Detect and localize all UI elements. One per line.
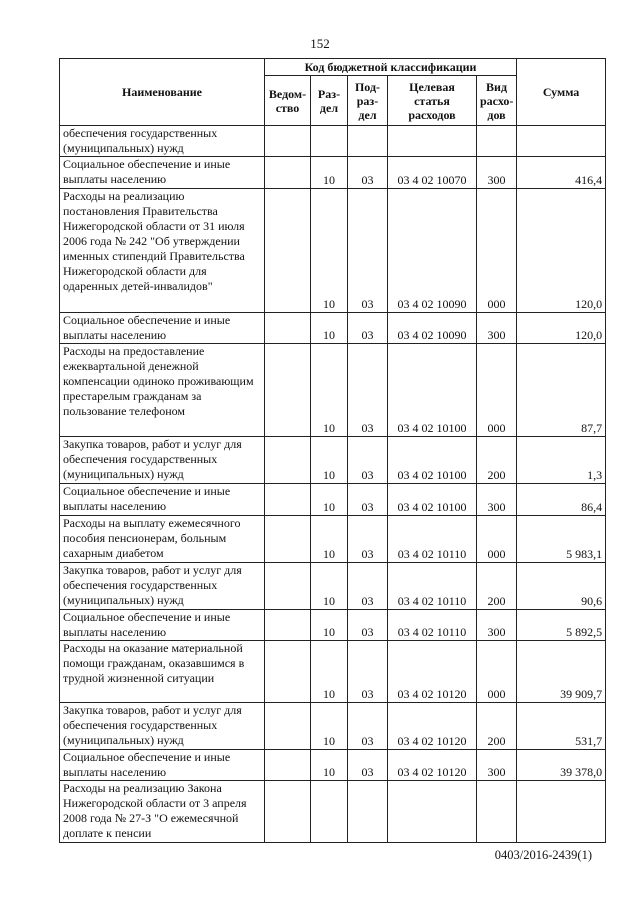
row-dept [265, 157, 311, 189]
row-section: 10 [311, 344, 348, 437]
row-name: Расходы на реализацию постановления Правительства Нижегородской области от 31 июля 2006 года № 242 "Об утверждении именных стипендий Правительства Нижегородской области для одаренных детей-инвалидов" [60, 189, 265, 313]
budget-table [59, 58, 606, 843]
row-sum: 39 909,7 [517, 641, 606, 703]
table-row [60, 484, 606, 516]
row-sum: 416,4 [517, 157, 606, 189]
row-sum: 87,7 [517, 344, 606, 437]
row-target: 03 4 02 10090 [388, 313, 477, 344]
row-sum: 5 892,5 [517, 610, 606, 641]
row-section [311, 126, 348, 157]
row-sum: 90,6 [517, 563, 606, 610]
row-subsection: 03 [348, 484, 388, 516]
header-subsection: Под-раз-дел [348, 76, 388, 126]
row-subsection: 03 [348, 641, 388, 703]
header-name: Наименование [60, 59, 265, 126]
row-subsection: 03 [348, 157, 388, 189]
row-type: 300 [477, 750, 517, 781]
row-dept [265, 313, 311, 344]
row-sum: 531,7 [517, 703, 606, 750]
row-subsection: 03 [348, 703, 388, 750]
row-type: 200 [477, 437, 517, 484]
row-name: Социальное обеспечение и иные выплаты населению [60, 484, 265, 516]
row-sum: 1,3 [517, 437, 606, 484]
row-type: 200 [477, 703, 517, 750]
row-section: 10 [311, 189, 348, 313]
row-subsection [348, 781, 388, 843]
row-target: 03 4 02 10070 [388, 157, 477, 189]
row-dept [265, 563, 311, 610]
table-row [60, 344, 606, 437]
row-type: 000 [477, 344, 517, 437]
row-sum: 120,0 [517, 313, 606, 344]
row-target: 03 4 02 10100 [388, 484, 477, 516]
table-row [60, 313, 606, 344]
row-dept [265, 703, 311, 750]
row-target: 03 4 02 10110 [388, 563, 477, 610]
row-dept [265, 516, 311, 563]
row-type [477, 781, 517, 843]
row-target [388, 781, 477, 843]
table-row [60, 703, 606, 750]
row-subsection: 03 [348, 750, 388, 781]
row-name: Расходы на выплату ежемесячного пособия пенсионерам, больным сахарным диабетом [60, 516, 265, 563]
table-row [60, 610, 606, 641]
row-dept [265, 641, 311, 703]
row-dept [265, 750, 311, 781]
row-section: 10 [311, 157, 348, 189]
row-name: Расходы на оказание материальной помощи гражданам, оказавшимся в трудной жизненной ситуации [60, 641, 265, 703]
row-dept [265, 610, 311, 641]
row-section: 10 [311, 484, 348, 516]
row-name: Расходы на предоставление ежеквартальной денежной компенсации одиноко проживающим престарелым гражданам за пользование телефоном [60, 344, 265, 437]
row-target [388, 126, 477, 157]
row-name: Социальное обеспечение и иные выплаты населению [60, 313, 265, 344]
row-target: 03 4 02 10100 [388, 437, 477, 484]
header-sum: Сумма [517, 59, 606, 126]
row-target: 03 4 02 10110 [388, 610, 477, 641]
row-type: 000 [477, 189, 517, 313]
row-subsection: 03 [348, 610, 388, 641]
row-target: 03 4 02 10110 [388, 516, 477, 563]
row-section: 10 [311, 516, 348, 563]
row-sum: 5 983,1 [517, 516, 606, 563]
row-name: Закупка товаров, работ и услуг для обеспечения государственных (муниципальных) нужд [60, 703, 265, 750]
row-section: 10 [311, 437, 348, 484]
row-sum [517, 126, 606, 157]
row-subsection [348, 126, 388, 157]
row-section: 10 [311, 641, 348, 703]
row-sum: 39 378,0 [517, 750, 606, 781]
row-dept [265, 437, 311, 484]
row-dept [265, 781, 311, 843]
row-dept [265, 484, 311, 516]
row-sum: 120,0 [517, 189, 606, 313]
row-target: 03 4 02 10120 [388, 703, 477, 750]
row-subsection: 03 [348, 313, 388, 344]
row-subsection: 03 [348, 437, 388, 484]
page-number: 152 [310, 36, 330, 51]
row-section: 10 [311, 563, 348, 610]
row-name: Социальное обеспечение и иные выплаты населению [60, 157, 265, 189]
row-target: 03 4 02 10090 [388, 189, 477, 313]
row-subsection: 03 [348, 344, 388, 437]
table-row [60, 157, 606, 189]
row-type [477, 126, 517, 157]
row-target: 03 4 02 10120 [388, 750, 477, 781]
row-subsection: 03 [348, 189, 388, 313]
header-target: Целевая статья расходов [388, 76, 477, 126]
row-sum [517, 781, 606, 843]
table-row [60, 641, 606, 703]
row-dept [265, 189, 311, 313]
header-dept: Ведом-ство [265, 76, 311, 126]
row-subsection: 03 [348, 516, 388, 563]
row-name: Расходы на реализацию Закона Нижегородской области от 3 апреля 2008 года № 27-З "О ежемесячной доплате к пенсии [60, 781, 265, 843]
row-type: 000 [477, 641, 517, 703]
row-type: 300 [477, 313, 517, 344]
row-name: Социальное обеспечение и иные выплаты населению [60, 750, 265, 781]
row-type: 200 [477, 563, 517, 610]
row-type: 300 [477, 610, 517, 641]
document-code: 0403/2016-2439(1) [494, 848, 592, 862]
row-name: Закупка товаров, работ и услуг для обеспечения государственных (муниципальных) нужд [60, 563, 265, 610]
row-sum: 86,4 [517, 484, 606, 516]
row-section: 10 [311, 313, 348, 344]
table-row [60, 750, 606, 781]
row-name: обеспечения государственных (муниципальных) нужд [60, 126, 265, 157]
row-target: 03 4 02 10120 [388, 641, 477, 703]
row-subsection: 03 [348, 563, 388, 610]
row-name: Закупка товаров, работ и услуг для обеспечения государственных (муниципальных) нужд [60, 437, 265, 484]
row-dept [265, 344, 311, 437]
row-name: Социальное обеспечение и иные выплаты населению [60, 610, 265, 641]
header-kbk-group: Код бюджетной классификации [265, 59, 517, 76]
row-section: 10 [311, 703, 348, 750]
row-dept [265, 126, 311, 157]
row-section: 10 [311, 750, 348, 781]
header-type: Вид расхо-дов [477, 76, 517, 126]
header-section: Раз-дел [311, 76, 348, 126]
row-type: 300 [477, 157, 517, 189]
row-type: 000 [477, 516, 517, 563]
row-type: 300 [477, 484, 517, 516]
table-row [60, 437, 606, 484]
table-row [60, 516, 606, 563]
row-target: 03 4 02 10100 [388, 344, 477, 437]
table-row [60, 126, 606, 157]
table-row [60, 781, 606, 843]
table-row [60, 563, 606, 610]
row-section [311, 781, 348, 843]
table-row [60, 189, 606, 313]
row-section: 10 [311, 610, 348, 641]
